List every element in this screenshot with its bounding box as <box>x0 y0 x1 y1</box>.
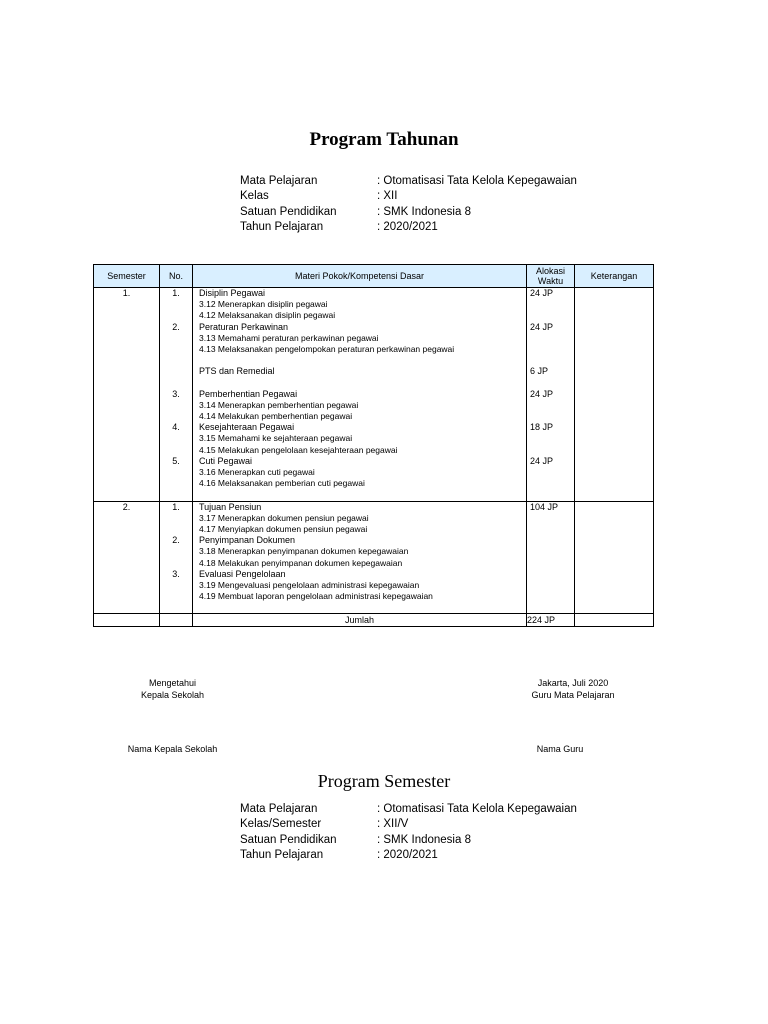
info-row-tahun-pelajaran <box>240 848 577 863</box>
info-row-kelas <box>240 189 577 204</box>
header-alokasi-line2: Waktu <box>537 276 564 286</box>
materi-topic: Evaluasi Pengelolaan <box>199 568 286 579</box>
alokasi-cell <box>527 501 575 614</box>
signature-right-name: Nama Guru <box>536 744 584 754</box>
materi-kd: 3.17 Menerapkan dokumen pensiun pegawai <box>199 512 369 523</box>
info-label: Kelas/Semester <box>240 818 322 831</box>
no-cell <box>160 501 193 614</box>
materi-cell <box>193 501 527 614</box>
header-no: No. <box>160 265 193 288</box>
materi-topic: Tujuan Pensiun <box>199 501 262 512</box>
info-label: Kelas <box>240 190 269 203</box>
no-value: 3. <box>172 388 180 399</box>
table-row-semester-2 <box>94 501 654 614</box>
table-row-total <box>94 614 654 627</box>
info-row-satuan-pendidikan <box>240 205 577 220</box>
info-row-kelas-semester <box>240 817 577 832</box>
materi-kd: 3.12 Menerapkan disiplin pegawai <box>199 299 328 310</box>
program-tahunan-table <box>93 264 654 627</box>
table-header-row <box>94 265 654 288</box>
materi-kd: 3.19 Mengevaluasi pengelolaan administrasi kepegawaian <box>199 579 420 590</box>
page-title-program-semester: Program Semester <box>317 771 451 791</box>
materi-topic: Pemberhentian Pegawai <box>199 388 298 399</box>
sign-guru-mata-pelajaran: Guru Mata Pelajaran <box>531 690 615 700</box>
sign-kepala-sekolah: Kepala Sekolah <box>140 690 205 700</box>
materi-topic: Kesejahteraan Pegawai <box>199 422 295 433</box>
materi-cell <box>193 288 527 502</box>
table-row-semester-1 <box>94 288 654 502</box>
info-block-tahunan <box>240 174 577 235</box>
info-value: : 2020/2021 <box>377 848 438 861</box>
info-value: : 2020/2021 <box>377 220 438 233</box>
no-value: 1. <box>172 288 180 298</box>
total-jp: 224 JP <box>527 614 575 627</box>
no-value: 3. <box>172 568 180 579</box>
no-value: 1. <box>172 501 180 512</box>
materi-kd: 4.16 Melaksanakan pemberian cuti pegawai <box>199 478 365 489</box>
materi-kd: 3.18 Menerapkan penyimpanan dokumen kepegawaian <box>199 546 409 557</box>
materi-kd: 4.19 Membuat laporan pengelolaan administrasi kepegawaian <box>199 591 433 602</box>
materi-topic: Peraturan Perkawinan <box>199 321 289 332</box>
materi-kd: 3.15 Memahami ke sejahteraan pegawai <box>199 433 353 444</box>
info-label: Tahun Pelajaran <box>240 848 324 861</box>
materi-topic: Disiplin Pegawai <box>199 288 266 298</box>
materi-kd: 4.17 Menyiapkan dokumen pensiun pegawai <box>199 523 368 534</box>
keterangan-cell <box>575 288 654 502</box>
no-value: 4. <box>172 422 180 433</box>
header-keterangan: Keterangan <box>575 265 654 288</box>
semester-number: 2. <box>122 501 131 512</box>
info-row-tahun-pelajaran <box>240 220 577 235</box>
signature-left-name: Nama Kepala Sekolah <box>127 744 218 754</box>
info-label: Mata Pelajaran <box>240 803 318 815</box>
info-value: : SMK Indonesia 8 <box>377 833 471 846</box>
materi-kd: 4.18 Melakukan penyimpanan dokumen kepegawaian <box>199 557 403 568</box>
jp-value: 24 JP <box>530 455 554 466</box>
jp-value: 6 JP <box>530 366 549 377</box>
header-materi: Materi Pokok/Kompetensi Dasar <box>193 265 527 288</box>
total-empty-cell <box>575 614 654 627</box>
info-value: : Otomatisasi Tata Kelola Kepegawaian <box>377 803 577 815</box>
total-label: Jumlah <box>193 614 527 627</box>
info-label: Satuan Pendidikan <box>240 833 337 846</box>
total-empty-cell <box>160 614 193 627</box>
materi-topic: PTS dan Remedial <box>199 366 275 377</box>
info-row-satuan-pendidikan <box>240 833 577 848</box>
page-title-program-tahunan: Program Tahunan <box>309 129 459 150</box>
info-row-mata-pelajaran <box>240 802 577 817</box>
jp-value: 104 JP <box>530 501 559 512</box>
materi-kd: 4.13 Melaksanakan pengelompokan peraturan perkawinan pegawai <box>199 343 455 354</box>
keterangan-cell <box>575 501 654 614</box>
materi-kd: 4.14 Melakukan pemberhentian pegawai <box>199 411 353 422</box>
no-value: 2. <box>172 535 180 546</box>
materi-topic: Cuti Pegawai <box>199 455 253 466</box>
header-alokasi-line1: Alokasi <box>535 266 565 276</box>
sign-mengetahui: Mengetahui <box>148 678 197 688</box>
info-label: Mata Pelajaran <box>240 175 318 187</box>
materi-kd: 3.16 Menerapkan cuti pegawai <box>199 467 315 477</box>
jp-value: 24 JP <box>530 321 554 332</box>
no-value: 2. <box>172 321 180 332</box>
header-alokasi-waktu <box>527 265 575 288</box>
info-value: : XII/V <box>377 818 409 831</box>
info-value: : SMK Indonesia 8 <box>377 205 471 218</box>
header-semester: Semester <box>94 265 160 288</box>
info-row-mata-pelajaran <box>240 174 577 189</box>
jp-value: 24 JP <box>530 288 554 298</box>
materi-kd: 3.14 Menerapkan pemberhentian pegawai <box>199 399 359 410</box>
info-value: : XII <box>377 190 398 203</box>
info-label: Satuan Pendidikan <box>240 205 337 218</box>
materi-topic: Penyimpanan Dokumen <box>199 535 296 546</box>
info-label: Tahun Pelajaran <box>240 220 324 233</box>
jp-value: 18 JP <box>530 422 554 433</box>
materi-kd: 3.13 Memahami peraturan perkawinan pegawai <box>199 332 379 343</box>
signature-right <box>508 677 638 701</box>
materi-kd: 4.15 Melakukan pengelolaan kesejahteraan pegawai <box>199 444 398 455</box>
materi-kd: 4.12 Melaksanakan disiplin pegawai <box>199 310 336 321</box>
no-cell <box>160 288 193 502</box>
sign-place-date: Jakarta, Juli 2020 <box>537 678 609 688</box>
total-empty-cell <box>94 614 160 627</box>
semester-number: 1. <box>122 288 131 298</box>
info-block-semester <box>240 802 577 863</box>
semester-cell <box>94 501 160 614</box>
no-value: 5. <box>172 455 180 466</box>
jp-value: 24 JP <box>530 388 554 399</box>
signature-left <box>110 677 235 701</box>
alokasi-cell <box>527 288 575 502</box>
info-value: : Otomatisasi Tata Kelola Kepegawaian <box>377 175 577 187</box>
semester-cell <box>94 288 160 502</box>
